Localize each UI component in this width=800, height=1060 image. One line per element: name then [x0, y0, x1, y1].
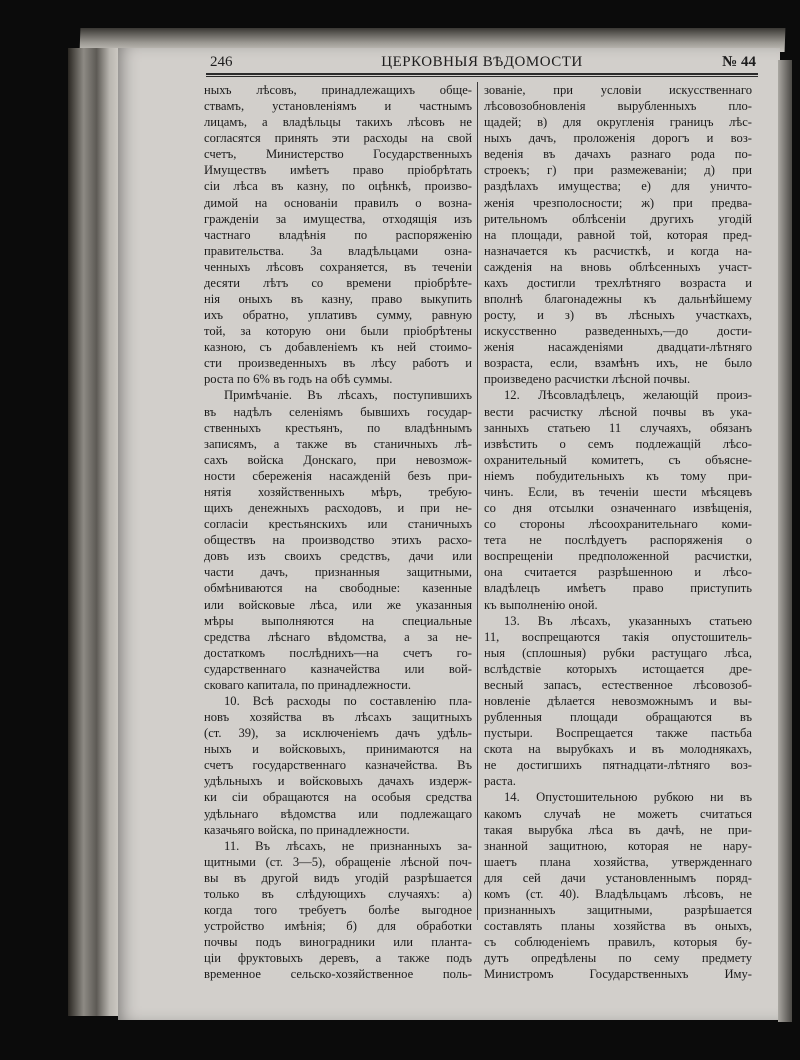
text-line: 12. Лѣсовладѣлецъ, желающій произ- [504, 388, 752, 403]
text-line: обществъ на производство этихъ расхо- [204, 533, 472, 548]
text-line: вы въ другой видъ угодій разрѣшается [204, 870, 472, 885]
text-line: веденія въ дачахъ разнаго рода по- [484, 147, 752, 162]
text-line: ствамъ, установленіямъ и частнымъ [204, 99, 472, 114]
text-line: въ надѣлъ селеніямъ бывшихъ государ- [204, 404, 472, 419]
text-line: счетъ государственнаго казначейства. Въ [204, 758, 472, 773]
text-line: рительномъ облѣсеніи другихъ угодій [484, 211, 752, 226]
text-line: димой на основаніи правилъ о возна- [204, 195, 472, 210]
text-line: пустыри. Воспрещается также пастьба [484, 726, 752, 741]
text-line: части дачъ, признанныя защитными, [204, 565, 472, 580]
text-line: знанной защитною, которая не нару- [484, 838, 752, 853]
text-line: только въ слѣдующихъ случаяхъ: а) [204, 886, 472, 901]
text-line: удѣльныхъ и войсковыхъ дачахъ издерж- [204, 774, 472, 789]
text-line: ности сбереженія насажденій безъ при- [204, 468, 472, 483]
text-line: къ выполненію оной. [484, 597, 598, 612]
text-line: ченныхъ лѣсовъ сохраняется, въ теченіи [204, 259, 472, 274]
text-line: на площади, равной той, которая пред- [484, 227, 752, 242]
text-line: мѣры выполняются на специальные [204, 613, 472, 628]
text-line: не достигшихъ пятнадцати-лѣтняго воз- [484, 758, 752, 773]
issue-number: № 44 [722, 54, 756, 70]
header-rule-thin [206, 76, 758, 77]
text-line: рубленныя площади обращаются въ [484, 710, 752, 725]
text-line: вполнѣ благонадежны къ дальнѣйшему [484, 292, 752, 307]
text-line: раста. [484, 774, 516, 789]
text-line: чинъ. Если, въ теченіи шести мѣсяцевъ [484, 484, 752, 499]
text-line: шаетъ плана хозяйства, утвержденнаго [484, 854, 752, 869]
text-line: казачьяго войска, по принадлежности. [204, 822, 410, 837]
text-line: 10. Всѣ расходы по составленію пла- [224, 693, 472, 708]
text-line: нятія хозяйственныхъ мѣръ, требую- [204, 484, 472, 499]
column-separator [477, 82, 478, 920]
text-line: она считается разрѣшенною и лѣсо- [484, 565, 752, 580]
text-line: строекъ; г) при размежеваніи; д) при [484, 163, 752, 178]
text-line: для сей дачи установленнымъ поряд- [484, 870, 752, 885]
running-header [206, 52, 758, 72]
text-line: ціи фруктовыхъ деревъ, а также подъ [204, 951, 472, 966]
text-line: новленіе дѣлается невозможнымъ и вы- [484, 693, 752, 708]
text-line: десяти лѣтъ со времени пріобрѣте- [204, 275, 472, 290]
text-line: комъ (ст. 40). Владѣльцамъ лѣсовъ, не [484, 886, 752, 901]
text-line: вслѣдствіе которыхъ истощается дре- [484, 661, 752, 676]
text-line: росту, и з) въ лѣсныхъ участкахъ, [484, 308, 752, 323]
text-line: такая вырубка лѣса въ дачѣ, не при- [484, 822, 752, 837]
text-line: 13. Въ лѣсахъ, указанныхъ статьею [504, 613, 752, 628]
text-line: вести расчистку лѣсной почвы въ ука- [484, 404, 752, 419]
text-line: произведено расчистки лѣсной почвы. [484, 372, 691, 387]
text-line: сударственнаго казначейства или вой- [204, 661, 472, 676]
text-line: со дня отсылки означеннаго извѣщенія, [484, 501, 752, 516]
page-right-edge [778, 60, 792, 1022]
text-line: ныя (сплошныя) рубки растущаго лѣса, [484, 645, 752, 660]
text-line: той, за которую они были пріобрѣтены [204, 324, 472, 339]
text-line: составлять планы хозяйства въ оныхъ, [484, 919, 752, 934]
text-line: гражденіи за имущества, отходящія изъ [204, 211, 472, 226]
text-line: весный запасъ, естественное лѣсовозоб- [484, 677, 752, 692]
text-line: роста по 6% въ годъ на обѣ суммы. [204, 372, 393, 387]
text-line: лѣсовозобновленія вырубленныхъ пло- [484, 99, 752, 114]
text-line: со стороны лѣсоохранительнаго коми- [484, 517, 752, 532]
text-line: удѣльнаго вѣдомства или подлежащаго [204, 806, 472, 821]
text-line: ныхъ лѣсовъ, принадлежащихъ обще- [204, 83, 472, 97]
text-line: искусственно разведенныхъ,—до дости- [484, 324, 752, 339]
text-line: раздѣлахъ имущества; е) для уничто- [484, 179, 752, 194]
text-line: Имуществъ имѣетъ право пріобрѣтать [204, 163, 472, 178]
text-line: сковаго капитала, по принадлежности. [204, 677, 411, 692]
text-line: щитными (ст. 3—5), обращеніе лѣсной поч- [204, 854, 472, 869]
text-line: ственныхъ крестьянъ, по владѣннымъ [204, 420, 472, 435]
text-line: щихъ денежныхъ расходовъ, и при не- [204, 501, 472, 516]
text-line: 11. Въ лѣсахъ, не признанныхъ за- [224, 838, 472, 853]
text-line: сти произведенныхъ въ лѣсу работъ и [204, 356, 472, 371]
book-spine [68, 48, 120, 1016]
text-line: воспрещеніи предположенной расчистки, [484, 549, 752, 564]
text-line: сіи лѣса въ казну, по оцѣнкѣ, произво- [204, 179, 472, 194]
text-line: Примѣчаніе. Въ лѣсахъ, поступившихъ [224, 388, 472, 403]
text-line: средства лѣснаго вѣдомства, а за не- [204, 629, 472, 644]
text-line: согласіи крестьянскихъ или станичныхъ [204, 517, 472, 532]
text-line: занныхъ статьею 11 случаяхъ, обязанъ [484, 420, 752, 435]
text-line: счетъ, Министерство Государственныхъ [204, 147, 472, 162]
text-line: ныхъ и войсковыхъ, принимаются на [204, 742, 472, 757]
text-line: когда того требуетъ болѣе выгодное [204, 902, 472, 917]
text-line: казною, съ добавленіемъ къ ней стоимо- [204, 340, 472, 355]
text-line: скота на вырубкахъ и въ молоднякахъ, [484, 742, 752, 757]
text-line: правительства. За владѣльцами озна- [204, 243, 472, 258]
text-line: назначается къ расчисткѣ, и когда на- [484, 243, 752, 258]
text-line: съ соблюденіемъ правилъ, которыя бу- [484, 935, 752, 950]
right-column [484, 82, 752, 982]
text-line: ихъ обратно, уплативъ сумму, равную [204, 308, 472, 323]
text-line: нія оныхъ въ казну, право выкупить [204, 292, 472, 307]
text-line: 14. Опустошительною рубкою ни въ [504, 790, 752, 805]
text-line: щадей; в) для округленія границъ лѣс- [484, 115, 752, 130]
text-line: признанныхъ защитными, разрѣшается [484, 902, 752, 917]
text-line: сахъ войска Донскаго, при невозмож- [204, 452, 472, 467]
text-line: или войсковые лѣса, или же указанныя [204, 597, 472, 612]
text-line: записямъ, а также въ станичныхъ лѣ- [204, 436, 472, 451]
text-line: достаткомъ послѣднихъ—на счетъ го- [204, 645, 472, 660]
text-line: дутъ опредѣлены по сему предмету [484, 951, 752, 966]
text-line: почвы подъ виноградники или планта- [204, 935, 472, 950]
text-line: какомъ случаѣ не можетъ считаться [484, 806, 752, 821]
text-line: извѣстить о семъ подлежащій лѣсо- [484, 436, 752, 451]
text-line: ніемъ побудительныхъ къ тому при- [484, 468, 752, 483]
page-number: 246 [210, 54, 233, 70]
text-line: ныхъ дачъ, проложенія дорогъ и воз- [484, 131, 752, 146]
text-line: кахъ достигли трехлѣтняго возраста и [484, 275, 752, 290]
text-line: временное сельско-хозяйственное поль- [204, 967, 472, 982]
text-line: Министромъ Государственныхъ Иму- [484, 967, 752, 982]
text-line: владѣлецъ имѣетъ право приступить [484, 581, 752, 596]
header-rule [206, 73, 758, 75]
text-line: женія насажденіями двадцати-лѣтняго [484, 340, 752, 355]
text-line: охранительный комитетъ, съ объясне- [484, 452, 752, 467]
text-line: женія чрезполосности; ж) при предва- [484, 195, 752, 210]
text-line: частнаго владѣнія по распоряженію [204, 227, 472, 242]
text-line: тета не послѣдуетъ распоряженія о [484, 533, 752, 548]
text-line: 11, воспрещаются такія опустошитель- [484, 629, 752, 644]
text-line: (ст. 39), за исключеніемъ дачъ удѣль- [204, 726, 472, 741]
text-line: лицамъ, а владѣльцы такихъ лѣсовъ не [204, 115, 472, 130]
text-line: ки сіи обращаются на особыя средства [204, 790, 472, 805]
journal-title: ЦЕРКОВНЫЯ ВѢДОМОСТИ [381, 54, 583, 70]
text-line: сажденія на вновь облѣсенныхъ участ- [484, 259, 752, 274]
text-line: обмѣниваются на свободные: казенные [204, 581, 472, 596]
left-column [204, 82, 472, 982]
text-line: новъ хозяйства въ лѣсахъ защитныхъ [204, 710, 472, 725]
text-line: устройство имѣнія; б) для обработки [204, 919, 472, 934]
text-line: зованіе, при условіи искусственнаго [484, 83, 752, 97]
text-line: согласятся принять эти расходы на свой [204, 131, 472, 146]
text-line: возраста, если, взамѣнъ ихъ, не было [484, 356, 752, 371]
text-line: довъ изъ своихъ средствъ, дачи или [204, 549, 472, 564]
